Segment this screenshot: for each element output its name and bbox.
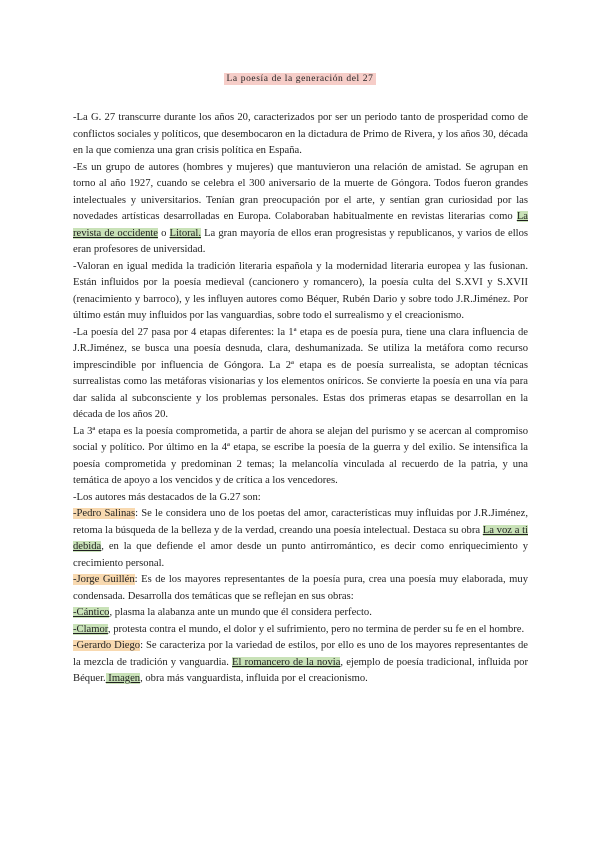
work-la-voz-a-ti-debida: La voz a ti debida [73, 524, 528, 552]
paragraph-group-end: La gran mayoría de ellos eran progresistas y republicanos, y varios de ellos eran profesores de universidad. [73, 227, 528, 255]
cantico-text: , plasma la alabanza ante un mundo que él considera perfecto. [109, 607, 372, 618]
paragraph-group-text: -Es un grupo de autores (hombres y mujeres) que mantuvieron una relación de amistad. Se agrupan en torno al año 1927, cuando se celebra el 300 aniversario de la muerte de Góngora. Todos fueron grandes intelectuales y universitarios. Tenían gran preocupación por el arte, y sentían gran curiosidad por las novedades artísticas desarrolladas en Europa. Colaboraban habitualmente en revistas literarias como [73, 161, 528, 222]
title-text: La poesía de la generación del 27 [224, 73, 377, 85]
author-name-guillen: -Jorge Guillén [73, 574, 135, 585]
paragraph-context: -La G. 27 transcurre durante los años 20, caracterizados por ser un periodo tanto de prosperidad como de conflictos sociales y políticos, que desembocaron en la dictadura de Primo de Rivera, y los años 30, década en la que comienza una gran crisis política en España. [73, 112, 528, 156]
guillen-work-cantico [73, 605, 528, 622]
salinas-text: : Se le considera uno de los poetas del amor, características muy influidas por J.R.Jiménez, retoma la búsqueda de la belleza y de la verdad, creando una poesía intelectual. Destaca su obra [73, 508, 528, 536]
paragraph-group [73, 160, 528, 259]
work-imagen: Imagen [105, 673, 141, 684]
guillen-text: : Es de los mayores representantes de la poesía pura, crea una poesía muy elaborada, muy condensada. Desarrolla dos temáticas que se reflejan en sus obras: [73, 574, 528, 602]
paragraph-stages: -La poesía del 27 pasa por 4 etapas diferentes: la 1ª etapa es de poesía pura, tiene una clara influencia de J.R.Jiménez, se busca una poesía desnuda, clara, deshumanizada. Se utiliza la metáfora como recurso imprescindible por influencia de Góngora. La 2ª etapa es de poesía surrealista, se adoptan técnicas surrealistas como las metáforas visionarias y los elementos oníricos. Se convierte la poesía en una vía para dar salida al subconsciente y los problemas personales. Estas dos primeras etapas se desarrollan en la década de los años 20. [73, 326, 528, 420]
diego-text-end: , obra más vanguardista, influida por el creacionismo. [140, 673, 368, 684]
author-guillen [73, 572, 528, 605]
revista-occidente-link: La revista de occidente [73, 211, 528, 239]
paragraph-group-conj: o [158, 227, 170, 239]
document-body [73, 110, 528, 688]
diego-text-mid: , ejemplo de poesía tradicional, influida por Béquer. [73, 656, 529, 684]
diego-text: : Se caracteriza por la variedad de estilos, por ello es uno de los mayores representantes de la mezcla de tradición y vanguardia. [73, 640, 528, 668]
author-salinas [73, 506, 528, 572]
document-title [0, 74, 600, 84]
author-diego [73, 638, 528, 688]
work-clamor: -Clamor [73, 623, 108, 635]
work-cantico: -Cántico [73, 607, 110, 618]
revista-litoral-link: Litoral. [169, 227, 201, 239]
paragraph-authors-intro: -Los autores más destacados de la G.27 son: [73, 491, 261, 503]
paragraph-stages-2: La 3ª etapa es la poesía comprometida, a partir de ahora se alejan del purismo y se acercan al compromiso social y político. Por último en la 4ª etapa, se escribe la poesía de la guerra y del exilio. Se intensifica la poesía comprometida y predominan 2 temas; la melancolía vinculada al recuerdo de la patria, y una temática de apoyo a los vencidos y de crítica a los vencedores. [73, 425, 528, 486]
author-name-diego: -Gerardo Diego [73, 640, 141, 651]
work-romancero-de-la-novia: El romancero de la novia [232, 656, 341, 668]
clamor-text: , protesta contra el mundo, el dolor y el sufrimiento, pero no termina de perder su fe en el hombre. [107, 623, 525, 635]
salinas-text-end: , en la que defiende el amor desde un punto antirromántico, es decir como enriquecimiento y crecimiento personal. [73, 541, 528, 569]
guillen-work-clamor [73, 622, 528, 639]
paragraph-influences: -Valoran en igual medida la tradición literaria española y la modernidad literaria europea y las fusionan. Están influidos por la poesía medieval (cancionero y romancero), la poesía culta del S.XVI y S.XVII (renacimiento y barroco), y les influyen autores como Béquer, Rubén Dario y sobre todo J.R.Jiménez. Por último están muy influidos por las vanguardias, sobre todo el surrealismo y el creacionismo. [73, 260, 528, 321]
author-name-salinas: -Pedro Salinas [73, 508, 136, 519]
